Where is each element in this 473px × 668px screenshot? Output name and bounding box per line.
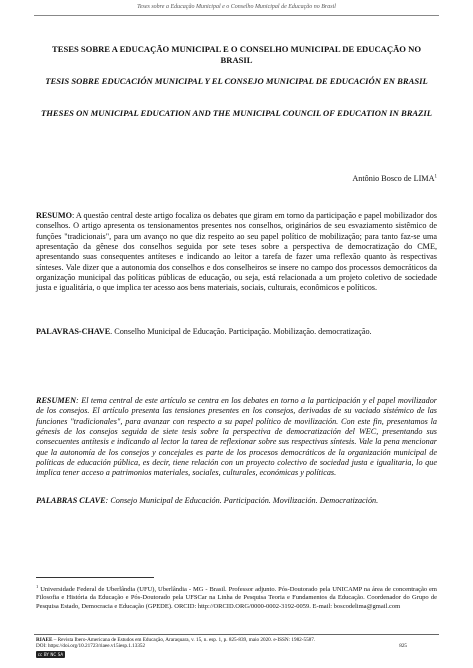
journal-abbreviation: RIAEE [36, 637, 53, 643]
title-english: THESES ON MUNICIPAL EDUCATION AND THE MUNICIPAL COUNCIL OF EDUCATION IN BRAZIL [41, 108, 432, 118]
cc-icon: cc [37, 652, 43, 657]
footnote-marker: 1 [36, 584, 39, 589]
abstract-es-text: : El tema central de este artículo se centra en los debates en torno a la participación y el papel movilizador de los consejos. El artículo presenta las tensiones presentes en los consejos, derivadas de su vaciado sistémico de las funciones "tradicionales", para avanzar con respecto a su papel político de movilización. Con este fin, presentamos la génesis de los consejos seguida de siete tesis sobre la perspectiva de democratización del WEC, presentando sus consecuentes antítesis e indicando al lector la tarea de reflexionar sobre sus respectivas síntesis. Vale la pena mencionar que la autonomía de los consejos y concejales es parte de los procesos democráticos de la organización municipal de políticas de educación pública, es decir, tiene relación con un proyecto colectivo de sociedad justa e igualitaria, lo que implica tener acceso a patrimonios materiales, sociales, culturales, económicas y políticas. [36, 396, 437, 478]
running-head: Teses sobre a Educação Municipal e o Conselho Municipal de Educação no Brasil [137, 4, 336, 10]
cc-sa-icon: SA [57, 652, 64, 657]
footnote-divider [36, 577, 154, 578]
cc-by-icon: BY [43, 652, 49, 657]
abstract-spanish [36, 396, 437, 479]
cc-nc-icon: NC [50, 652, 57, 657]
footnote-text: Universidade Federal de Uberlândia (UFU), Uberlândia - MG - Brasil. Professor adjunto. Pós-Doutorado pela UNICAMP na área de concentração em Filosofia e História da Educação e Pós-Doutorado pela UFSCar na Linha de Pesquisa Teoria e Fundamentos da Educação. Coordenador do Grupo de Pesquisa Estado, Democracia e Educação (GPEDE). ORCID: http://ORCID.ORG/0000-0002-3192-0059. E-mail: boscodelima@gmail.com [36, 586, 437, 610]
author-name: Antônio Bosco de LIMA [352, 174, 435, 183]
header-divider [34, 15, 439, 16]
keywords-pt-text: . Conselho Municipal de Educação. Participação. Mobilização. democratização. [110, 327, 372, 336]
title-portuguese: TESES SOBRE A EDUCAÇÃO MUNICIPAL E O CONSELHO MUNICIPAL DE EDUCAÇÃO NO BRASIL [51, 44, 422, 65]
abstract-pt-label: RESUMO [36, 211, 72, 220]
page-number: 825 [399, 643, 407, 649]
creative-commons-license-icon[interactable] [36, 651, 65, 658]
keywords-spanish [36, 496, 437, 506]
abstract-portuguese [36, 211, 437, 294]
author-line [352, 174, 437, 183]
keywords-pt-label: PALAVRAS-CHAVE [36, 327, 111, 336]
keywords-es-text: : Consejo Municipal de Educación. Participación. Movilización. Democratización. [105, 496, 379, 505]
keywords-es-label: PALABRAS CLAVE [36, 496, 106, 505]
doi-link[interactable]: DOI: https://doi.org/10.21723/riaee.v15iesp.1.13352 [36, 643, 146, 649]
footnote [36, 583, 437, 611]
keywords-portuguese [36, 327, 437, 337]
title-spanish: TESIS SOBRE EDUCACIÓN MUNICIPAL Y EL CONSEJO MUNICIPAL DE EDUCACIÓN EN BRASIL [45, 76, 428, 86]
abstract-pt-text: : A questão central deste artigo focaliza os debates que giram em torno da participação e papel mobilizador dos conselhos. O artigo apresenta os tensionamentos presentes nos conselhos, originários de seu esvaziamento sistêmico de funções "tradicionais", para um avanço no que diz respeito ao seu papel político de mobilização; para tanto faz-se uma apresentação da gênese dos conselhos seguida por sete teses sobre a perspectiva de democratização do CME, apresentando suas consequentes antíteses e indicando ao leitor a tarefa de fazer uma reflexão quanto às respectivas sínteses. Vale dizer que a autonomia dos conselhos e dos conselheiros se insere no campo dos processos democráticos da organização municipal das políticas públicas de educação, ou seja, está relacionada a um projeto coletivo de sociedade justa e igualitária, o que implica ter acesso aos bens materiais, sociais, culturais, econômicos e políticos. [36, 211, 437, 293]
footer-divider [34, 634, 439, 635]
abstract-es-label: RESUMEN [36, 396, 77, 405]
journal-citation-text: – Revista Ibero-Americana de Estudos em Educação, Araraquara, v. 15, n. esp. 1, p. 825-839, maio 2020. e-ISSN: 1982-5587. [52, 637, 316, 643]
author-note-marker[interactable]: 1 [434, 174, 437, 180]
